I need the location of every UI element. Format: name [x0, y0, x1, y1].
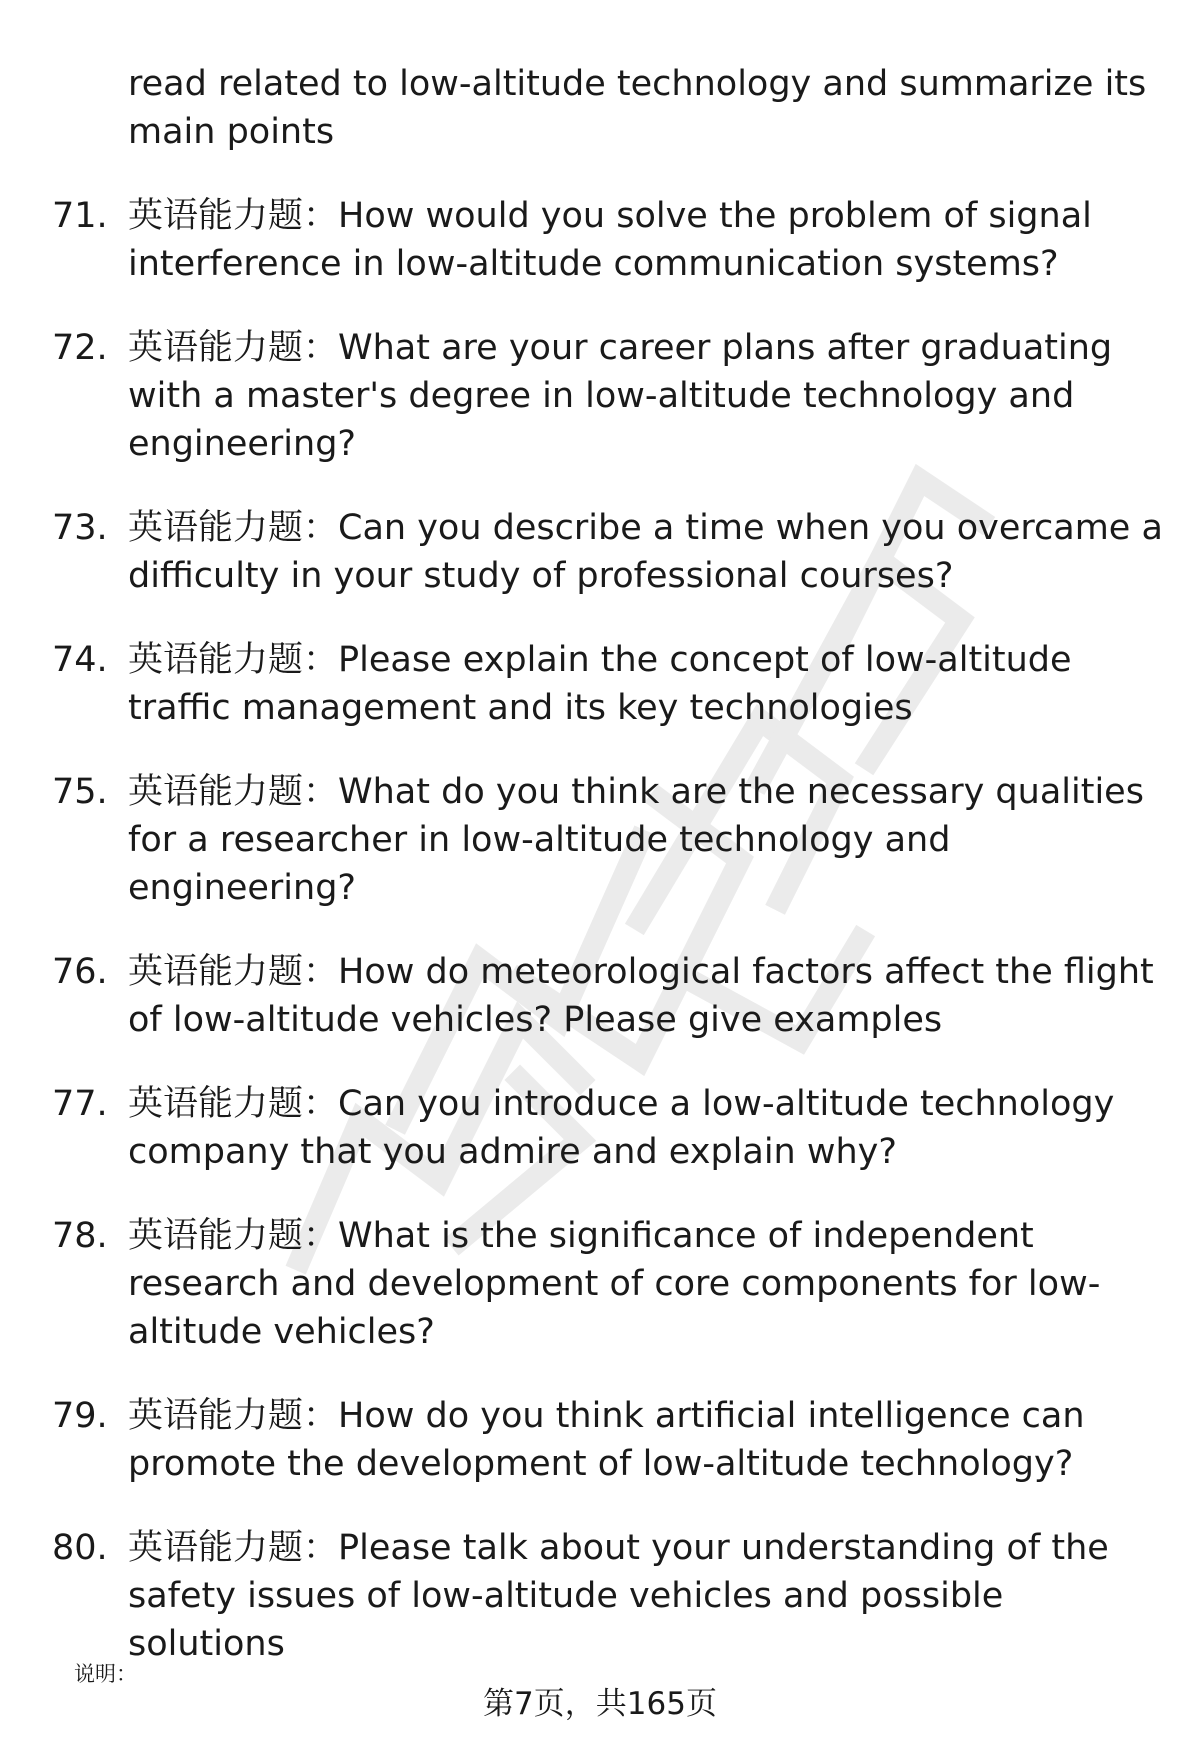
- question-text: How do you think artificial intelligence can promote the development of low-altitude technology?: [128, 1396, 1085, 1484]
- question-text: What are your career plans after graduating with a master's degree in low-altitude technology and engineering?: [128, 328, 1113, 464]
- question-number: 78.: [52, 1216, 108, 1256]
- question-number: 72.: [52, 328, 108, 368]
- question-number: 80.: [52, 1528, 108, 1568]
- question-tag: 英语能力题：: [128, 1528, 339, 1568]
- question-text: How would you solve the problem of signal interference in low-altitude communication systems?: [128, 196, 1092, 284]
- question-number: 79.: [52, 1396, 108, 1436]
- question-tag: 英语能力题：: [128, 196, 339, 236]
- question-tag: 英语能力题：: [128, 508, 339, 548]
- question-item: [0, 1080, 1168, 1176]
- question-text: What do you think are the necessary qualities for a researcher in low-altitude technology and engineering?: [128, 772, 1144, 908]
- continuation-text: read related to low-altitude technology and summarize its main points: [128, 64, 1147, 152]
- question-item: [0, 504, 1168, 600]
- question-tag: 英语能力题：: [128, 328, 339, 368]
- question-number: 74.: [52, 640, 108, 680]
- question-tag: 英语能力题：: [128, 952, 339, 992]
- question-item: [0, 1212, 1168, 1356]
- question-item: [0, 324, 1168, 468]
- question-number: 77.: [52, 1084, 108, 1124]
- question-tag: 英语能力题：: [128, 772, 339, 812]
- question-item: [0, 948, 1168, 1044]
- note-label: 说明：: [74, 1662, 137, 1686]
- question-tag: 英语能力题：: [128, 640, 339, 680]
- question-text: Please explain the concept of low-altitude traffic management and its key technologies: [128, 640, 1072, 728]
- page-footer: 第7页，共165页: [483, 1686, 717, 1722]
- question-item: [0, 1524, 1168, 1668]
- question-text: How do meteorological factors affect the flight of low-altitude vehicles? Please give examples: [128, 952, 1154, 1040]
- question-number: 73.: [52, 508, 108, 548]
- question-text: What is the significance of independent research and development of core components for low-altitude vehicles?: [128, 1216, 1101, 1352]
- question-tag: 英语能力题：: [128, 1084, 339, 1124]
- question-tag: 英语能力题：: [128, 1216, 339, 1256]
- question-item: [0, 192, 1168, 288]
- question-text: Please talk about your understanding of the safety issues of low-altitude vehicles and possible solutions: [128, 1528, 1109, 1664]
- question-tag: 英语能力题：: [128, 1396, 339, 1436]
- question-text: Can you describe a time when you overcame a difficulty in your study of professional courses?: [128, 508, 1163, 596]
- question-item: [0, 1392, 1168, 1488]
- question-item: [0, 636, 1168, 732]
- question-number: 71.: [52, 196, 108, 236]
- question-number: 75.: [52, 772, 108, 812]
- question-number: 76.: [52, 952, 108, 992]
- question-list: [0, 192, 1200, 1704]
- question-item: [0, 768, 1168, 912]
- question-text: Can you introduce a low-altitude technology company that you admire and explain why?: [128, 1084, 1115, 1172]
